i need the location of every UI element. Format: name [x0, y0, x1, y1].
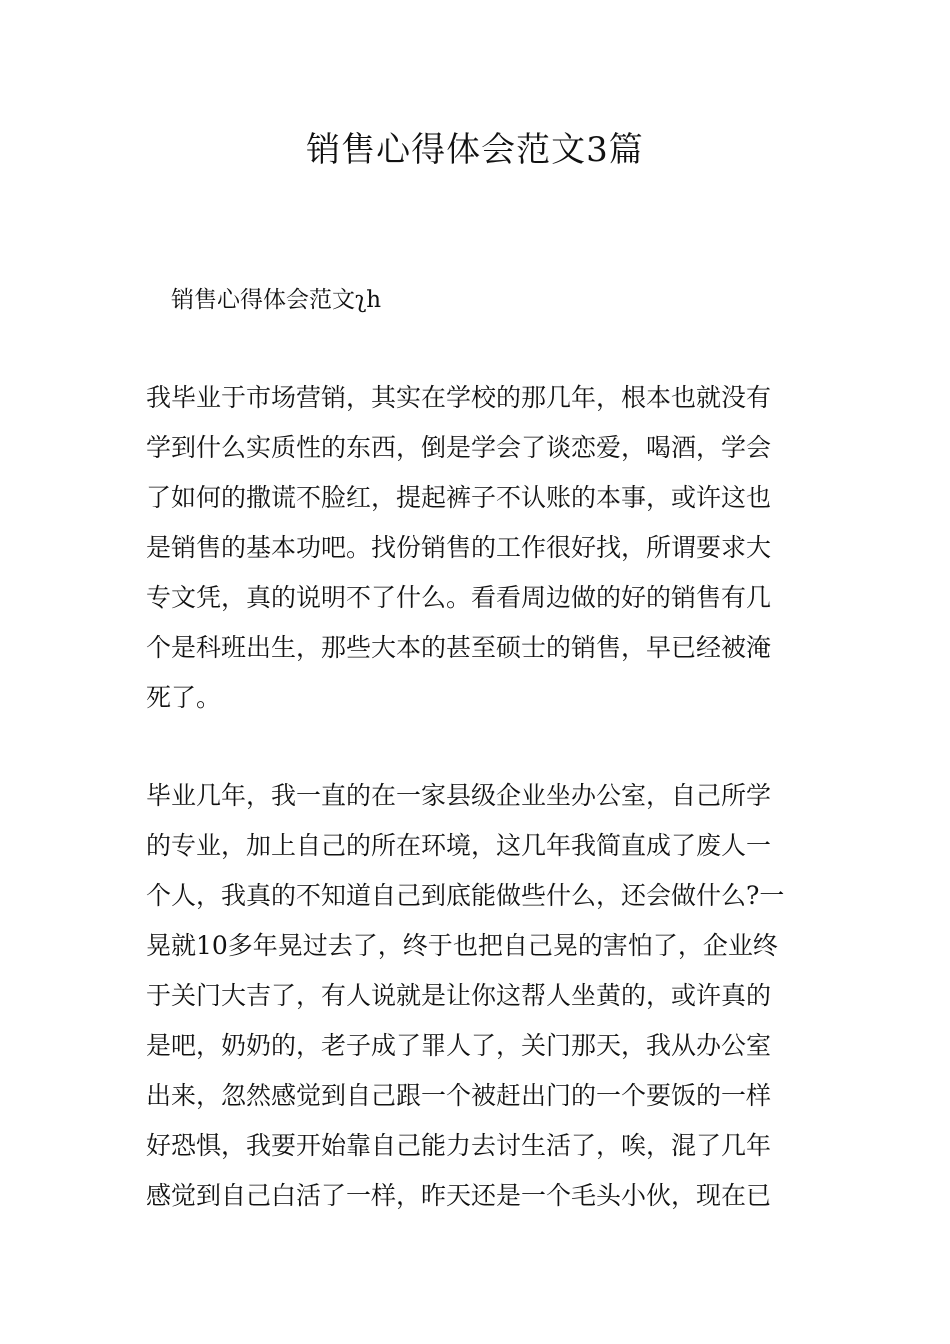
paragraph-line: 是吧，奶奶的，老子成了罪人了，关门那天，我从办公室	[146, 1031, 772, 1060]
document-title: 销售心得体会范文3篇	[306, 130, 644, 170]
paragraph-line: 专文凭，真的说明不了什么。看看周边做的好的销售有几	[146, 583, 772, 612]
paragraph-1	[146, 373, 810, 723]
paragraph-line: 死了。	[146, 683, 222, 712]
paragraph-2	[146, 771, 810, 1221]
paragraph-line: 了如何的撒谎不脸红，提起裤子不认账的本事，或许这也	[146, 483, 772, 512]
paragraph-line: 出来，忽然感觉到自己跟一个被赶出门的一个要饭的一样	[146, 1081, 772, 1110]
paragraph-line: 晃就10多年晃过去了，终于也把自己晃的害怕了，企业终	[146, 931, 778, 960]
paragraph-line: 个人，我真的不知道自己到底能做些什么，还会做什么?一	[146, 881, 785, 910]
paragraph-line: 我毕业于市场营销，其实在学校的那几年，根本也就没有	[146, 383, 772, 412]
paragraph-line: 学到什么实质性的东西，倒是学会了谈恋爱，喝酒，学会	[146, 433, 772, 462]
paragraph-line: 好恐惧，我要开始靠自己能力去讨生活了，唉，混了几年	[146, 1131, 772, 1160]
paragraph-line: 的专业，加上自己的所在环境，这几年我简直成了废人一	[146, 831, 772, 860]
document-subtitle: 销售心得体会范文ʅh	[171, 287, 382, 313]
paragraph-line: 毕业几年，我一直的在一家县级企业坐办公室，自己所学	[146, 781, 772, 810]
paragraph-line: 是销售的基本功吧。找份销售的工作很好找，所谓要求大	[146, 533, 772, 562]
paragraph-line: 感觉到自己白活了一样，昨天还是一个毛头小伙，现在已	[146, 1181, 772, 1210]
paragraph-line: 于关门大吉了，有人说就是让你这帮人坐黄的，或许真的	[146, 981, 772, 1010]
paragraph-line: 个是科班出生，那些大本的甚至硕士的销售，早已经被淹	[146, 633, 772, 662]
